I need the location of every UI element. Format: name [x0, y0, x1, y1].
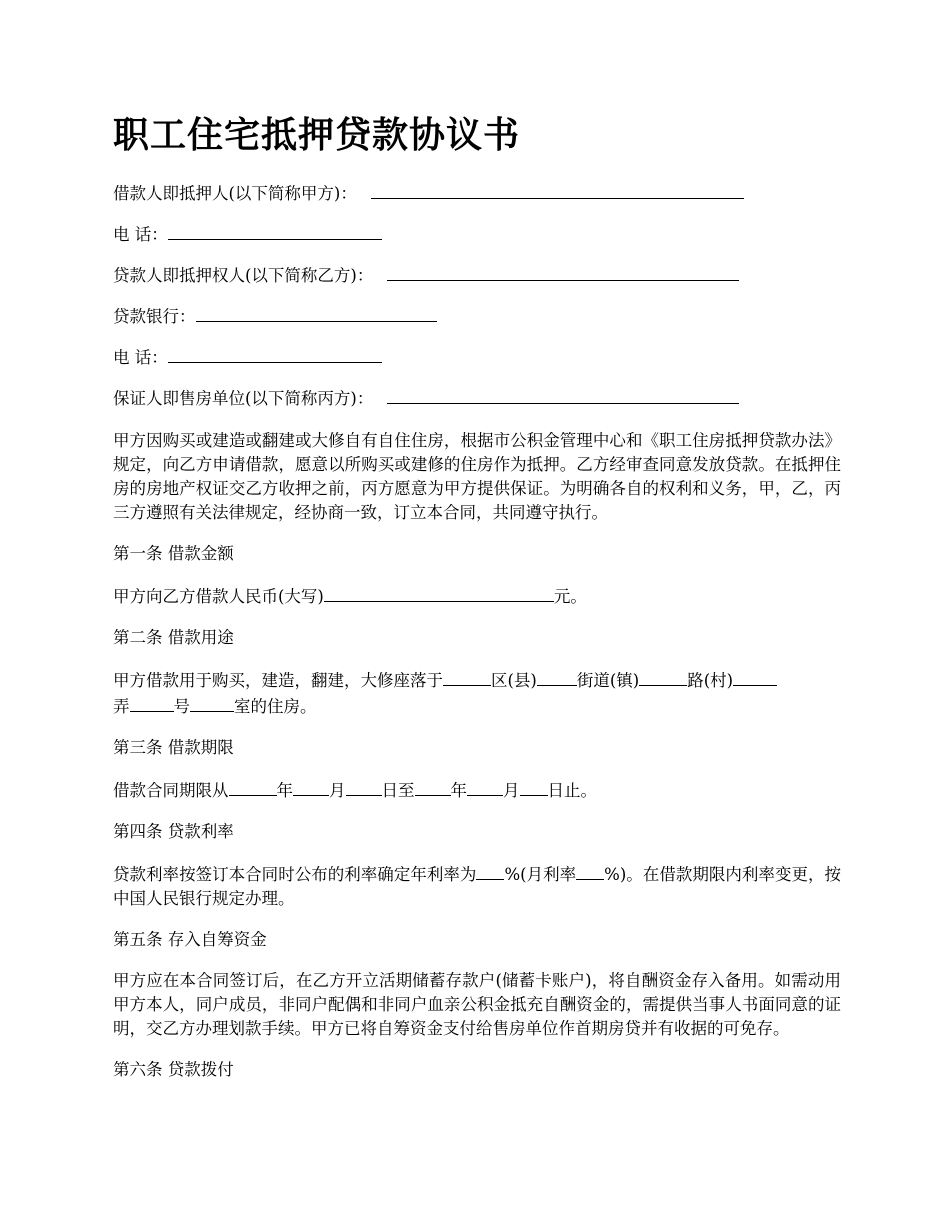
article6-heading: 第六条 贷款拨付	[113, 1060, 234, 1079]
bank-label: 贷款银行：	[113, 307, 196, 326]
article3-text-4: 日至	[381, 781, 415, 800]
amount-blank	[324, 583, 554, 602]
phone2-label: 电 话：	[113, 348, 168, 367]
article1-text-pre: 甲方向乙方借款人民币(大写)	[113, 587, 324, 606]
start-year-blank	[229, 777, 277, 796]
end-day-blank	[520, 777, 548, 796]
phone1-blank	[168, 221, 382, 240]
guarantor-field	[113, 385, 841, 409]
document-title: 职工住宅抵押贷款协议书	[113, 115, 521, 156]
article1-heading: 第一条 借款金额	[113, 544, 234, 563]
district-blank	[443, 667, 491, 686]
borrower-field	[113, 180, 841, 204]
article2-text-5: 弄	[113, 697, 130, 716]
guarantor-label: 保证人即售房单位(以下简称丙方)：	[113, 389, 374, 408]
article4-text-2: %(月利率	[504, 865, 577, 884]
phone1-label: 电 话：	[113, 225, 168, 244]
bank-blank	[196, 303, 437, 322]
article3-text-2: 年	[276, 781, 293, 800]
article4-text-3: %)。在借款期限内利率变更，按中国人民银行规定办理。	[113, 865, 842, 908]
article2-body	[113, 667, 841, 719]
start-day-blank	[346, 777, 382, 796]
end-month-blank	[467, 777, 503, 796]
article1-text-post: 元。	[553, 587, 587, 606]
article2-text-4: 路(村)	[687, 671, 734, 690]
article2-text-1: 甲方借款用于购买，建造，翻建，大修座落于	[113, 671, 443, 690]
document-page	[113, 112, 841, 1099]
lender-label: 贷款人即抵押权人(以下简称乙方)：	[113, 266, 374, 285]
end-year-blank	[415, 777, 451, 796]
article4-text-1: 贷款利率按签订本合同时公布的利率确定年利率为	[113, 865, 477, 884]
article3-text-6: 月	[503, 781, 520, 800]
phone2-blank	[168, 344, 382, 363]
article3-heading: 第三条 借款期限	[113, 738, 234, 757]
guarantor-blank	[387, 385, 739, 404]
lender-blank	[387, 262, 739, 281]
article3-body	[113, 777, 841, 803]
room-blank	[190, 693, 234, 712]
borrower-label: 借款人即抵押人(以下简称甲方)：	[113, 184, 357, 203]
road-blank	[639, 667, 687, 686]
article2-heading: 第二条 借款用途	[113, 628, 234, 647]
borrower-blank	[371, 180, 744, 199]
street-blank	[537, 667, 577, 686]
phone1-field	[113, 221, 841, 245]
article4-body	[113, 861, 841, 911]
start-month-blank	[293, 777, 329, 796]
article5-heading: 第五条 存入自筹资金	[113, 930, 267, 949]
article3-text-3: 月	[329, 781, 346, 800]
article2-text-6: 号	[173, 697, 190, 716]
article1-body	[113, 583, 841, 609]
article3-text-7: 日止。	[547, 781, 597, 800]
article4-heading: 第四条 贷款利率	[113, 822, 234, 841]
article2-text-7: 室的住房。	[234, 697, 317, 716]
lane-blank-2	[130, 693, 174, 712]
lender-field	[113, 262, 841, 286]
article2-text-2: 区(县)	[491, 671, 537, 690]
article3-text-1: 借款合同期限从	[113, 781, 229, 800]
article5-body: 甲方应在本合同签订后，在乙方开立活期储蓄存款户(储蓄卡账户)，将自酬资金存入备用。如需动用甲方本人，同户成员，非同户配偶和非同户血亲公积金抵充自酬资金的，需提供当事人书面同意的证明，交乙方办理划款手续。甲方已将自筹资金支付给售房单位作首期房贷并有收据的可免存。	[113, 971, 841, 1038]
article3-text-5: 年	[450, 781, 467, 800]
monthly-rate-blank	[576, 861, 604, 880]
bank-field	[113, 303, 841, 327]
annual-rate-blank	[476, 861, 504, 880]
phone2-field	[113, 344, 841, 368]
intro-paragraph: 甲方因购买或建造或翻建或大修自有自住住房，根据市公积金管理中心和《职工住房抵押贷款办法》规定，向乙方申请借款，愿意以所购买或建修的住房作为抵押。乙方经审查同意发放贷款。在抵押住房的房地产权证交乙方收押之前，丙方愿意为甲方提供保证。为明确各自的权利和义务，甲，乙，丙三方遵照有关法律规定，经协商一致，订立本合同，共同遵守执行。	[113, 431, 841, 522]
article2-text-3: 街道(镇)	[576, 671, 640, 690]
lane-blank-1	[733, 667, 777, 686]
